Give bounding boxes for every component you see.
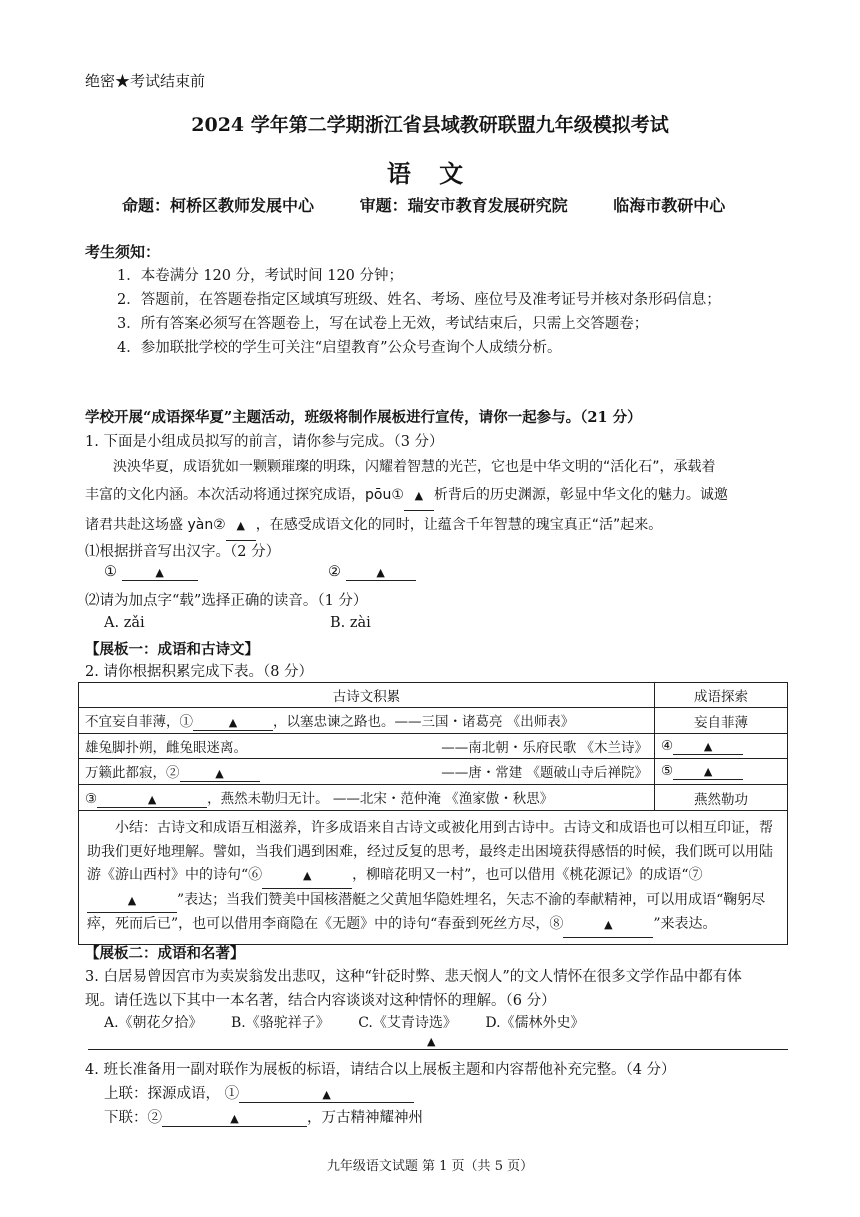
option-b[interactable]: B. zài (330, 615, 371, 631)
couplet-label: 下联：② (104, 1110, 162, 1126)
triangle-icon: ▲ (703, 765, 713, 778)
note-item: 1．本卷满分 120 分，考试时间 120 分钟； (117, 268, 404, 284)
panel2-heading: 【展板二：成语和名著】 (85, 945, 245, 962)
q1-passage (85, 453, 775, 541)
page-footer: 九年级语文试题 第 1 页（共 5 页） (326, 1159, 534, 1174)
couplet-blank-2[interactable] (162, 1110, 307, 1127)
poem-cell (79, 759, 655, 785)
passage-text: 析背后的历史渊源，彰显中华文化的魅力。诚邀 (433, 487, 728, 503)
note-item: 4．参加联批学校的学生可关注“启望教育”公众号查询个人成绩分析。 (117, 340, 562, 356)
table-header: 古诗文积累 (79, 683, 655, 708)
idiom-cell: 燕然勒功 (655, 785, 788, 811)
couplet-blank-1[interactable] (239, 1086, 414, 1103)
notes-heading: 考生须知： (85, 243, 161, 261)
triangle-icon: ▲ (302, 869, 312, 882)
poem-text: 万籁此都寂，② (85, 765, 180, 781)
triangle-icon: ▲ (427, 1035, 436, 1048)
summary-cell (79, 811, 788, 945)
poem-table (78, 682, 788, 945)
summary-blank-8[interactable] (563, 913, 653, 938)
authors-line (122, 193, 765, 216)
triangle-icon: ▲ (215, 767, 224, 780)
blank-number: ① (224, 1086, 240, 1102)
q1-sub2: ⑵请为加点字“载”选择正确的读音。（1 分） (85, 593, 368, 609)
triangle-icon: ▲ (147, 793, 157, 806)
passage-text: 诸君共赴这场盛 yàn② (85, 517, 226, 533)
table-header: 成语探索 (655, 683, 788, 708)
poem-blank-2[interactable] (180, 765, 260, 782)
q3-stem-line1: 3. 白居易曾因宫市为卖炭翁发出悲叹，这种“针砭时弊、悲天悯人”的文人情怀在很多文学作品中都有体 (85, 969, 742, 985)
triangle-icon: ▲ (376, 566, 385, 579)
pinyin-blank-2[interactable] (226, 511, 256, 541)
table-row (79, 785, 788, 811)
passage-line: 泱泱华夏，成语犹如一颗颗璀璨的明珠，闪耀着智慧的光芒，它也是中华文明的“活化石”，承载着 (113, 459, 716, 475)
triangle-icon: ▲ (155, 566, 164, 579)
passage-line (85, 511, 775, 541)
table-row (79, 759, 788, 785)
idiom-blank-4[interactable] (673, 738, 743, 755)
book-option-a[interactable]: A.《朝花夕拾》 (104, 1015, 203, 1031)
poem-text: 雄兔脚扑朔，雌兔眼迷离。 (85, 740, 247, 756)
answer-blank-1[interactable] (122, 564, 198, 581)
couplet-label: 上联：探源成语， (104, 1086, 220, 1102)
summary-blank-7[interactable] (87, 889, 177, 914)
couplet-upper (104, 1082, 414, 1103)
answer-blank-2[interactable] (346, 564, 416, 581)
book-option-b[interactable]: B.《骆驼祥子》 (231, 1015, 330, 1031)
poem-blank-1[interactable] (193, 714, 273, 731)
q1-sub1: ⑴根据拼音写出汉字。（2 分） (85, 544, 281, 560)
q3-stem-line2: 现。请任选以下其中一本名著，结合内容谈谈对这种情怀的理解。（6 分） (85, 993, 556, 1009)
blank-number: ⑤ (661, 763, 674, 779)
passage-line (85, 481, 775, 511)
poem-text: ，燕然未勒归无计。 ——北宋・范仲淹 《渔家傲・秋思》 (207, 791, 554, 807)
note-item: 2．答题前，在答题卷指定区域填写班级、姓名、考场、座位号及准考证号并核对条形码信息； (117, 292, 721, 308)
reviewer: 审题：瑞安市教育发展研究院 (359, 196, 568, 215)
triangle-icon: ▲ (703, 739, 713, 753)
option-a[interactable]: A. zǎi (104, 615, 145, 631)
exam-title: 2024 学年第二学期浙江省县域教研联盟九年级模拟考试 (191, 114, 669, 136)
poem-cell (79, 708, 655, 734)
summary-text: ”来表达。 (653, 916, 717, 932)
activity-intro: 学校开展“成语探华夏”主题活动，班级将制作展板进行宣传，请你一起参与。（21 分） (85, 409, 642, 426)
poem-text: ，以塞忠谏之路也。——三国・诸葛亮 《出师表》 (273, 714, 575, 730)
table-row (79, 708, 788, 734)
idiom-blank-5[interactable] (673, 763, 743, 780)
pinyin-blank-1[interactable] (404, 481, 434, 511)
poem-blank-3[interactable] (97, 791, 207, 808)
idiom-cell (655, 734, 788, 759)
summary-blank-6[interactable] (262, 864, 352, 889)
triangle-icon: ▲ (230, 1112, 239, 1125)
q2-stem: 2. 请你根据积累完成下表。（8 分） (85, 664, 314, 680)
poem-text: ③ (85, 791, 98, 807)
book-option-c[interactable]: C.《艾青诗选》 (358, 1015, 457, 1031)
couplet-text: ，万古精神耀神州 (307, 1110, 423, 1126)
poem-text: ——唐・常建 《题破山寺后禅院》 (441, 765, 648, 781)
blank-number: ④ (661, 737, 674, 754)
couplet-lower (104, 1106, 423, 1127)
poem-text: 不宜妄自菲薄，① (85, 714, 193, 730)
q1-stem: 1. 下面是小组成员拟写的前言，请你参与完成。（3 分） (85, 434, 444, 450)
confidential-label: 绝密★考试结束前 (85, 72, 206, 90)
triangle-icon: ▲ (236, 519, 245, 532)
q3-answer-line[interactable] (88, 1049, 788, 1050)
book-option-d[interactable]: D.《儒林外史》 (485, 1015, 585, 1031)
q3-options (104, 1012, 609, 1032)
triangle-icon: ▲ (228, 716, 238, 729)
triangle-icon: ▲ (604, 918, 613, 931)
summary-text: ”表达；当我们赞美中国核潜艇之父黄旭华隐姓埋名，矢志不渝的奉献精神，可以用成语“鞠躬尽瘁，死而后已”，也可以借用李商隐在《无题》中的诗句“春蚕到死丝方尽，⑧ (87, 891, 766, 932)
poem-cell (79, 785, 655, 811)
summary-text: 小结：古诗文和成语互相滋养，许多成语来自古诗文或被化用到古诗中。古诗文和成语也可以相互印证，帮助我们更好地理解。譬如，当我们遇到困难，经过反复的思考，最终走出困境获得感悟的时候，我们既可以用陆游《游山西村》中的诗句“⑥ (87, 820, 773, 883)
triangle-icon: ▲ (322, 1088, 331, 1101)
reviewer-2: 临海市教研中心 (613, 196, 726, 215)
note-item: 3．所有答案必须写在答题卷上，写在试卷上无效，考试结束后，只需上交答题卷； (117, 316, 649, 332)
panel1-heading: 【展板一：成语和古诗文】 (85, 641, 259, 658)
blank-number: ① (104, 564, 117, 580)
passage-text: ，在感受成语文化的同时，让蕴含千年智慧的瑰宝真正“活”起来。 (255, 517, 663, 533)
poem-cell (79, 734, 655, 759)
setter: 命题：柯桥区教师发展中心 (122, 196, 315, 215)
summary-text: ，柳暗花明又一村”，也可以借用《桃花源记》的成语“⑦ (352, 867, 703, 883)
idiom-cell: 妄自菲薄 (655, 708, 788, 734)
triangle-icon: ▲ (414, 489, 424, 502)
triangle-icon: ▲ (127, 893, 137, 907)
table-row (79, 734, 788, 759)
answer-1 (104, 564, 198, 581)
answer-2 (328, 564, 416, 581)
passage-text: 丰富的文化内涵。本次活动将通过探究成语，pōu① (85, 487, 404, 503)
subject-title: 语 文 (386, 159, 474, 188)
poem-text: ——南北朝・乐府民歌 《木兰诗》 (441, 740, 648, 756)
blank-number: ② (328, 564, 341, 580)
q4-stem: 4. 班长准备用一副对联作为展板的标语，请结合以上展板主题和内容帮他补充完整。（4 分） (85, 1062, 676, 1078)
idiom-cell (655, 759, 788, 785)
